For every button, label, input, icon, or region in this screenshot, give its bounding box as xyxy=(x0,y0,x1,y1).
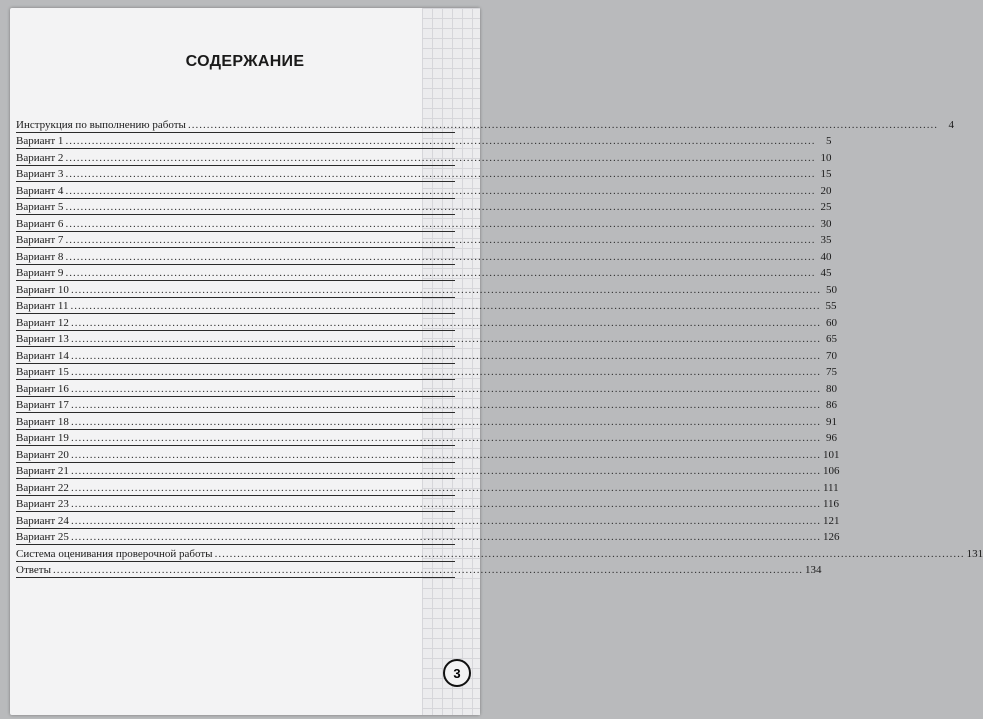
toc-entry xyxy=(16,413,837,430)
toc-entry-page: 50 xyxy=(825,283,837,296)
toc-entry-label: Инструкция по выполнению работы xyxy=(16,118,186,131)
toc-entry-label: Вариант 7 xyxy=(16,234,64,246)
page-title: СОДЕРЖАНИЕ xyxy=(185,53,305,70)
toc-entry-label: Вариант 3 xyxy=(16,168,64,180)
toc-entry-page: 30 xyxy=(820,217,832,230)
toc-entry-label: Вариант 10 xyxy=(16,283,69,296)
toc-entry-page: 45 xyxy=(820,267,832,279)
toc-entry-page: 106 xyxy=(822,465,840,477)
toc-entry xyxy=(16,463,840,480)
toc-leader-dots: ........................................................................................................................................................................................................ xyxy=(70,481,821,494)
toc-entry xyxy=(16,314,837,331)
toc-entry-page: 65 xyxy=(825,333,837,345)
toc-entry-label: Вариант 11 xyxy=(16,300,69,312)
toc-entry xyxy=(16,199,832,216)
toc-leader-dots: ........................................................................................................................................................................................................ xyxy=(65,201,816,213)
toc-leader-dots: ........................................................................................................................................................................................................ xyxy=(70,498,821,510)
toc-entry-label: Вариант 9 xyxy=(16,267,64,279)
toc-leader-dots: ........................................................................................................................................................................................................ xyxy=(65,217,816,230)
toc-entry-label: Вариант 20 xyxy=(16,448,69,461)
toc-entry xyxy=(16,265,832,282)
toc-entry-page: 60 xyxy=(825,316,837,329)
toc-leader-dots: ........................................................................................................................................................................................................ xyxy=(70,448,821,461)
toc-entry-page: 40 xyxy=(820,250,832,263)
toc-entry-page: 101 xyxy=(822,448,840,461)
toc-entry-page: 4 xyxy=(948,118,954,131)
toc-entry xyxy=(16,496,840,513)
page-number-badge xyxy=(443,659,471,687)
toc-entry xyxy=(16,281,837,298)
toc-entry-page: 55 xyxy=(825,300,837,312)
toc-leader-dots: ........................................................................................................................................................................................................ xyxy=(65,151,816,164)
toc-entry xyxy=(16,331,837,348)
toc-leader-dots: ........................................................................................................................................................................................................ xyxy=(70,366,821,378)
toc-entry-label: Вариант 6 xyxy=(16,217,64,230)
toc-entry-label: Вариант 16 xyxy=(16,382,69,395)
toc-entry xyxy=(16,380,837,397)
toc-leader-dots: ........................................................................................................................................................................................................ xyxy=(65,135,816,147)
toc-leader-dots: ........................................................................................................................................................................................................ xyxy=(70,531,821,543)
toc-entry-label: Вариант 15 xyxy=(16,366,69,378)
book-page xyxy=(10,8,983,715)
toc-entry-page: 86 xyxy=(825,399,837,411)
toc-entry xyxy=(16,397,837,414)
page-number: 3 xyxy=(453,665,461,681)
toc-entry xyxy=(16,430,837,447)
toc-entry xyxy=(16,232,832,249)
toc-entry-label: Вариант 4 xyxy=(16,184,64,197)
toc-leader-dots: ........................................................................................................................................................................................................ xyxy=(52,564,803,576)
toc-entry-page: 96 xyxy=(825,432,837,444)
toc-entry-label: Вариант 25 xyxy=(16,531,69,543)
toc-entry-label: Вариант 2 xyxy=(16,151,64,164)
toc-entry-page: 116 xyxy=(822,498,840,510)
toc-entry xyxy=(16,446,840,463)
toc-leader-dots: ........................................................................................................................................................................................................ xyxy=(70,316,821,329)
toc-entry-label: Вариант 1 xyxy=(16,135,64,147)
toc-entry xyxy=(16,479,839,496)
toc-leader-dots: ........................................................................................................................................................................................................ xyxy=(70,382,821,395)
toc-leader-dots: ........................................................................................................................................................................................................ xyxy=(70,333,821,345)
toc-entry-label: Ответы xyxy=(16,564,51,576)
toc-entry xyxy=(16,182,832,199)
toc-entry xyxy=(16,133,832,150)
toc-leader-dots: ........................................................................................................................................................................................................ xyxy=(65,250,816,263)
toc-entry-page: 126 xyxy=(822,531,840,543)
toc-leader-dots: ........................................................................................................................................................................................................ xyxy=(70,465,821,477)
toc-entry-label: Вариант 12 xyxy=(16,316,69,329)
toc-entry-page: 134 xyxy=(804,564,822,576)
toc-leader-dots: ........................................................................................................................................................................................................ xyxy=(187,118,938,131)
toc-leader-dots: ........................................................................................................................................................................................................ xyxy=(65,234,816,246)
toc-entry-page: 35 xyxy=(820,234,832,246)
toc-entry-label: Вариант 24 xyxy=(16,514,69,527)
toc-entry-page: 20 xyxy=(820,184,832,197)
toc-entry-label: Вариант 18 xyxy=(16,415,69,428)
toc-leader-dots: ........................................................................................................................................................................................................ xyxy=(65,267,816,279)
toc-entry-page: 70 xyxy=(825,349,837,362)
toc-entry-label: Вариант 19 xyxy=(16,432,69,444)
toc-entry xyxy=(16,529,840,546)
toc-entry-page: 25 xyxy=(820,201,832,213)
toc-entry-label: Вариант 5 xyxy=(16,201,64,213)
toc-entry-label: Вариант 23 xyxy=(16,498,69,510)
toc-leader-dots: ........................................................................................................................................................................................................ xyxy=(70,399,821,411)
toc-entry-page: 131 xyxy=(966,547,983,560)
toc-leader-dots: ........................................................................................................................................................................................................ xyxy=(70,415,821,428)
toc-leader-dots: ........................................................................................................................................................................................................ xyxy=(70,349,821,362)
toc-leader-dots: ........................................................................................................................................................................................................ xyxy=(70,432,821,444)
toc-entry-page: 15 xyxy=(820,168,832,180)
toc-entry-label: Вариант 8 xyxy=(16,250,64,263)
toc-entry-label: Вариант 13 xyxy=(16,333,69,345)
toc-entry-page: 111 xyxy=(822,481,839,494)
toc-leader-dots: ........................................................................................................................................................................................................ xyxy=(70,283,821,296)
toc-entry xyxy=(16,248,832,265)
toc-leader-dots: ........................................................................................................................................................................................................ xyxy=(214,547,965,560)
toc-leader-dots: ........................................................................................................................................................................................................ xyxy=(70,300,821,312)
toc-entry-label: Вариант 14 xyxy=(16,349,69,362)
toc-leader-dots: ........................................................................................................................................................................................................ xyxy=(65,184,816,197)
toc-entry-page: 80 xyxy=(825,382,837,395)
toc-entry xyxy=(16,298,837,315)
toc-entry-page: 10 xyxy=(820,151,832,164)
toc-entry-page: 91 xyxy=(825,415,837,428)
toc-entry-label: Система оценивания проверочной работы xyxy=(16,547,213,560)
toc-leader-dots: ........................................................................................................................................................................................................ xyxy=(70,514,821,527)
toc-entry xyxy=(16,347,837,364)
toc-entry xyxy=(16,512,840,529)
toc-entry-page: 5 xyxy=(825,135,832,147)
toc-entry-label: Вариант 22 xyxy=(16,481,69,494)
toc-entry-label: Вариант 17 xyxy=(16,399,69,411)
toc-entry xyxy=(16,215,832,232)
toc-entry-page: 121 xyxy=(822,514,840,527)
table-of-contents xyxy=(16,116,983,578)
toc-entry xyxy=(16,562,822,579)
toc-entry xyxy=(16,166,832,183)
toc-leader-dots: ........................................................................................................................................................................................................ xyxy=(65,168,816,180)
toc-entry xyxy=(16,545,983,562)
toc-entry-page: 75 xyxy=(825,366,837,378)
toc-entry xyxy=(16,149,832,166)
toc-entry xyxy=(16,364,837,381)
toc-entry xyxy=(16,116,954,133)
toc-entry-label: Вариант 21 xyxy=(16,465,69,477)
